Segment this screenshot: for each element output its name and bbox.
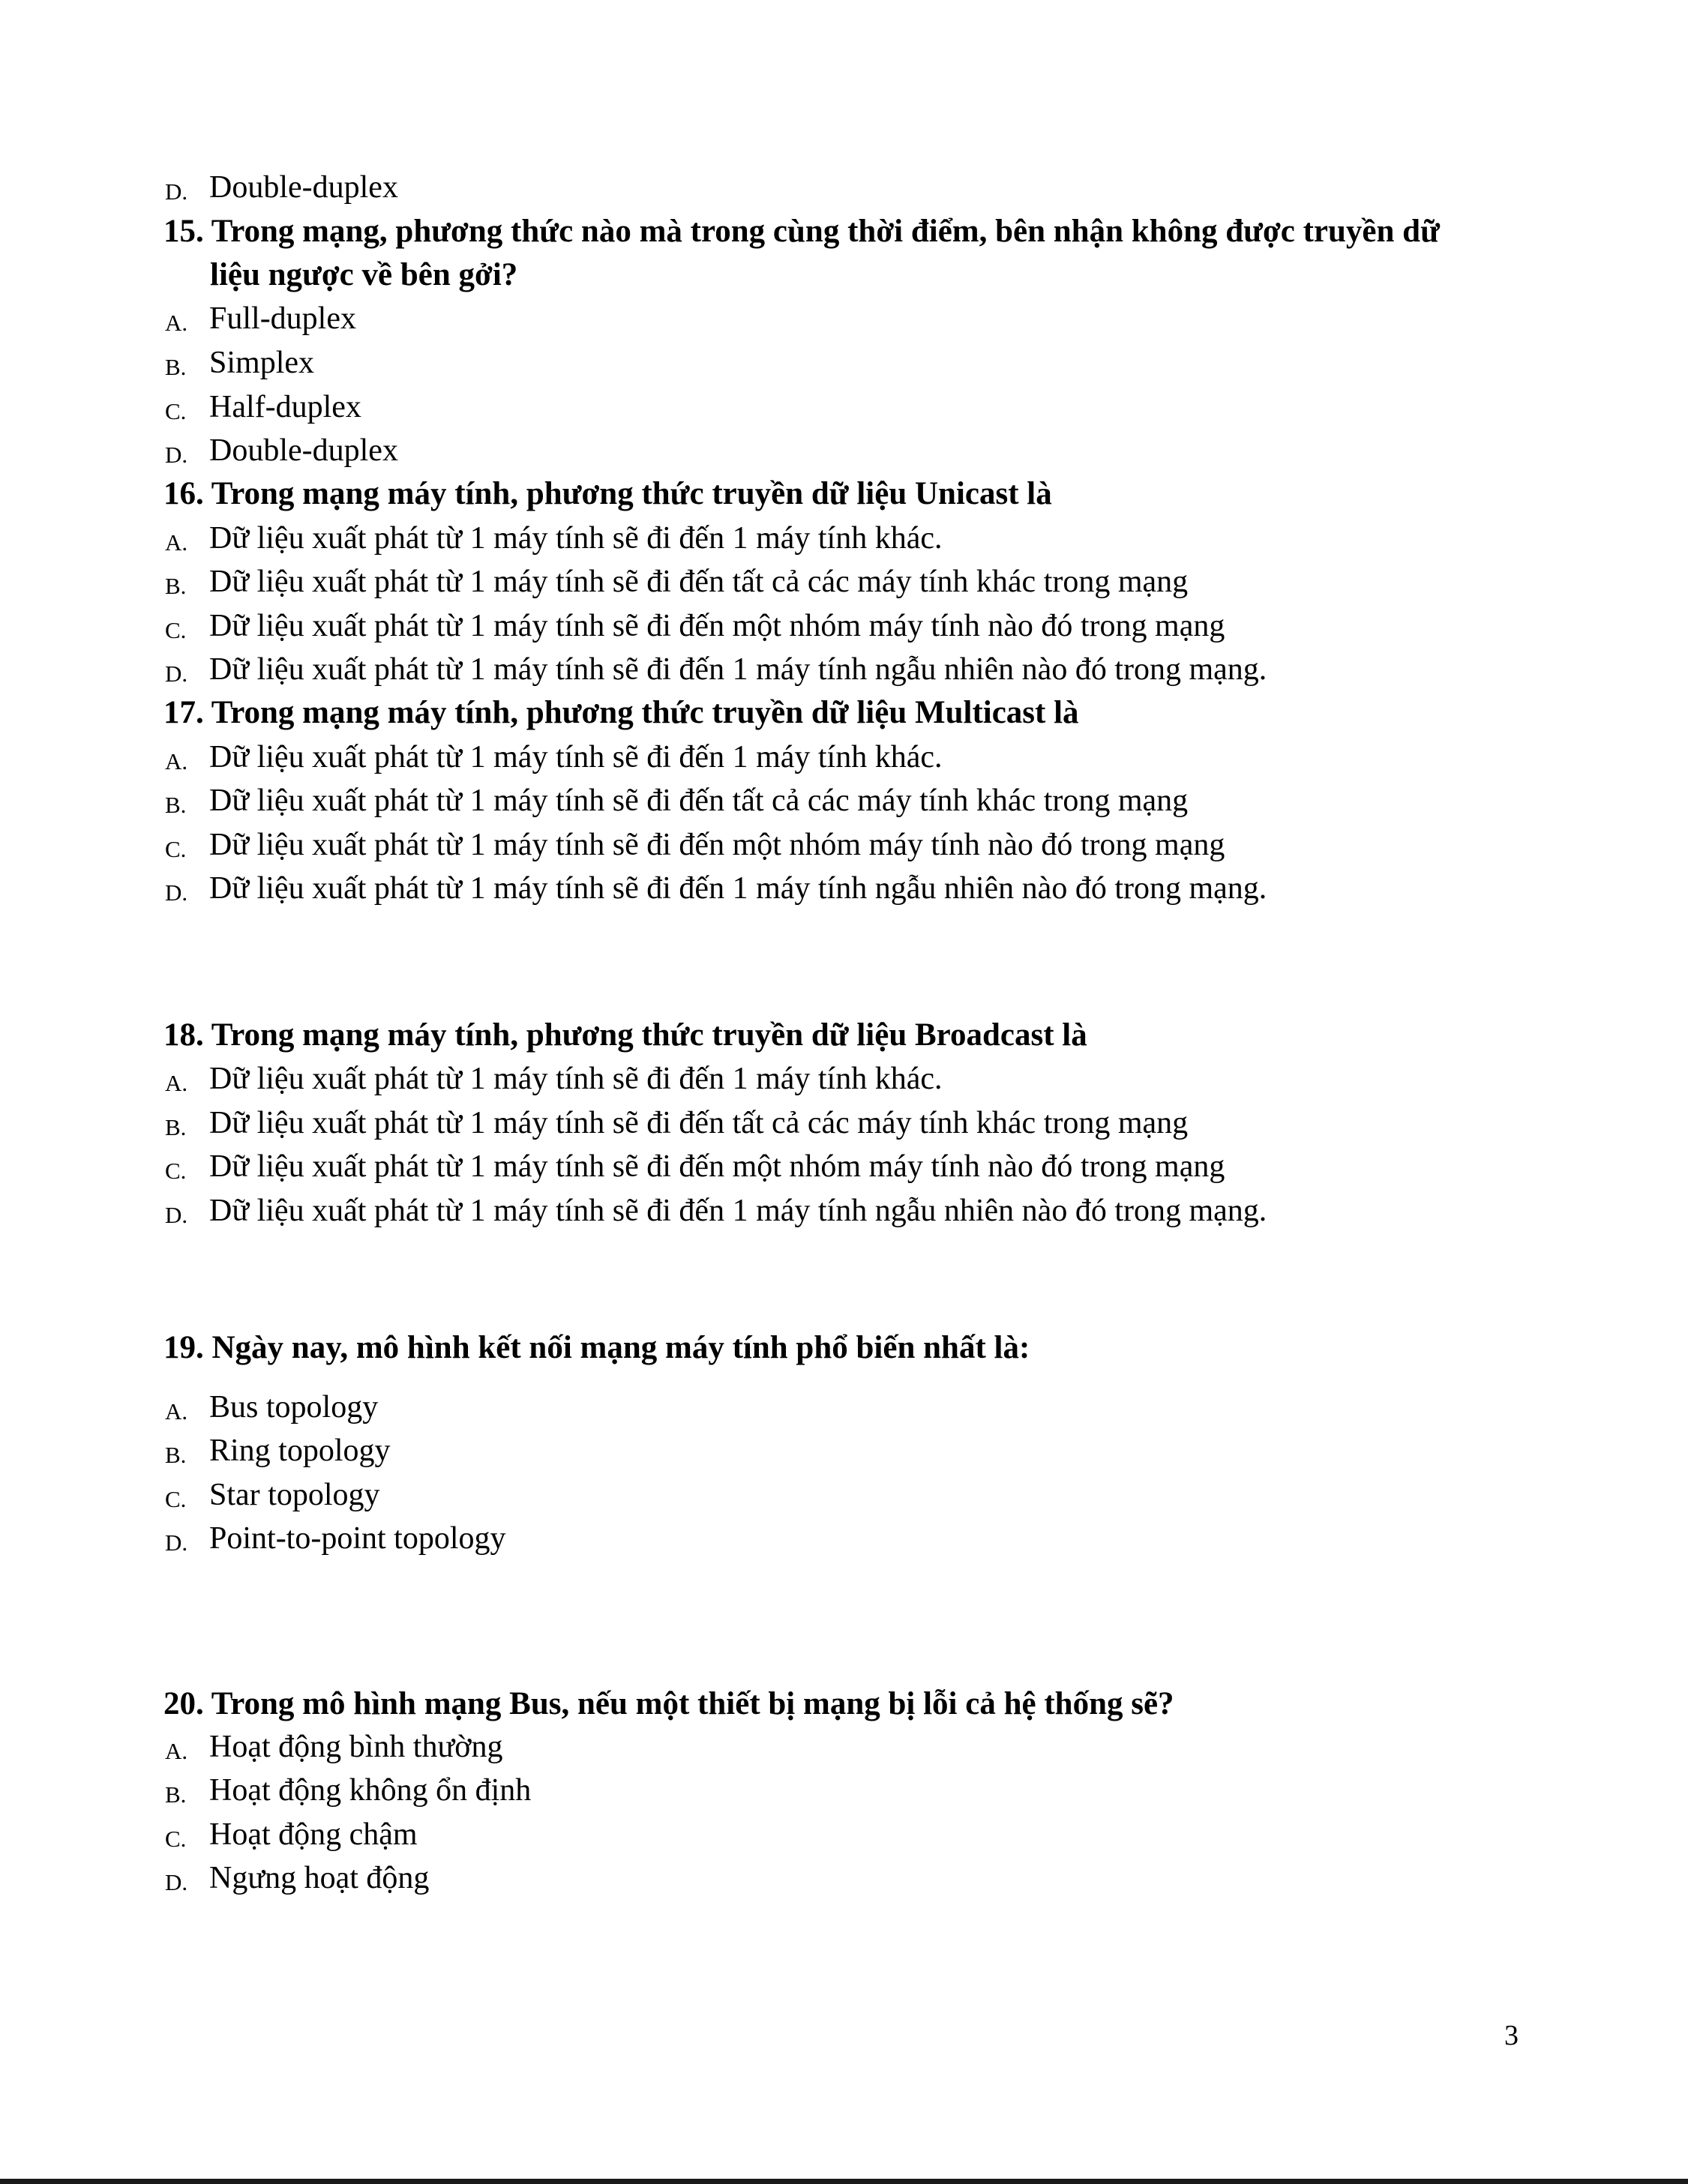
option-text: Full-duplex: [209, 301, 356, 336]
option-letter: D.: [165, 442, 188, 468]
option-text: Hoạt động chậm: [209, 1817, 418, 1852]
option-text: Half-duplex: [209, 390, 361, 424]
question-title: 19. Ngày nay, mô hình kết nối mạng máy tính phổ biến nhất là:: [163, 1330, 1030, 1365]
option-text: Dữ liệu xuất phát từ 1 máy tính sẽ đi đến 1 máy tính ngẫu nhiên nào đó trong mạng.: [209, 1194, 1267, 1228]
option-text: Dữ liệu xuất phát từ 1 máy tính sẽ đi đến tất cả các máy tính khác trong mạng: [209, 783, 1189, 818]
option-letter: A.: [165, 1070, 188, 1096]
page-number: 3: [1504, 2020, 1519, 2051]
option-letter: B.: [165, 573, 187, 599]
option-letter: B.: [165, 1442, 187, 1468]
option-text: Dữ liệu xuất phát từ 1 máy tính sẽ đi đến một nhóm máy tính nào đó trong mạng: [209, 609, 1225, 643]
option-text: Dữ liệu xuất phát từ 1 máy tính sẽ đi đến 1 máy tính khác.: [209, 521, 943, 556]
option-text: Dữ liệu xuất phát từ 1 máy tính sẽ đi đến 1 máy tính khác.: [209, 740, 943, 774]
option-text: Hoạt động bình thường: [209, 1730, 503, 1764]
option-letter: B.: [165, 1114, 187, 1140]
option-letter: C.: [165, 836, 187, 862]
option-letter: A.: [165, 1738, 188, 1764]
option-letter: A.: [165, 1398, 188, 1425]
question-title: 18. Trong mạng máy tính, phương thức truyền dữ liệu Broadcast là: [163, 1017, 1087, 1053]
option-letter: A.: [165, 310, 188, 336]
option-letter: D.: [165, 1869, 188, 1895]
option-text: Ngưng hoạt động: [209, 1861, 430, 1895]
option-text: Dữ liệu xuất phát từ 1 máy tính sẽ đi đến tất cả các máy tính khác trong mạng: [209, 565, 1189, 599]
option-text: Point-to-point topology: [209, 1521, 506, 1556]
option-letter: C.: [165, 1826, 187, 1852]
option-letter: D.: [165, 879, 188, 906]
option-text: Dữ liệu xuất phát từ 1 máy tính sẽ đi đến 1 máy tính khác.: [209, 1062, 943, 1096]
option-letter: C.: [165, 617, 187, 643]
page-bottom-edge: [0, 2179, 1688, 2184]
question-title: 20. Trong mô hình mạng Bus, nếu một thiết bị mạng bị lỗi cả hệ thống sẽ?: [163, 1686, 1174, 1721]
option-text: Bus topology: [209, 1390, 379, 1425]
option-letter: D.: [165, 1529, 188, 1556]
option-letter: A.: [165, 748, 188, 774]
question-title: 15. Trong mạng, phương thức nào mà trong cùng thời điểm, bên nhận không được truyền dữ: [163, 214, 1440, 249]
option-letter: D.: [165, 178, 188, 205]
option-text: Double-duplex: [209, 170, 398, 205]
option-text: Simplex: [209, 346, 315, 380]
option-letter: C.: [165, 1486, 187, 1512]
option-letter: D.: [165, 661, 188, 687]
option-letter: A.: [165, 529, 188, 556]
option-letter: B.: [165, 1781, 187, 1808]
option-text: Dữ liệu xuất phát từ 1 máy tính sẽ đi đến tất cả các máy tính khác trong mạng: [209, 1106, 1189, 1140]
option-text: Star topology: [209, 1478, 380, 1512]
question-title: 16. Trong mạng máy tính, phương thức truyền dữ liệu Unicast là: [163, 476, 1052, 511]
option-letter: B.: [165, 792, 187, 818]
option-text: Ring topology: [209, 1434, 391, 1468]
question-title-continuation: liệu ngược về bên gởi?: [210, 257, 518, 292]
option-text: Hoạt động không ổn định: [209, 1773, 532, 1808]
option-letter: D.: [165, 1202, 188, 1228]
option-text: Dữ liệu xuất phát từ 1 máy tính sẽ đi đến một nhóm máy tính nào đó trong mạng: [209, 1149, 1225, 1184]
option-letter: B.: [165, 354, 187, 380]
option-text: Double-duplex: [209, 433, 398, 468]
option-text: Dữ liệu xuất phát từ 1 máy tính sẽ đi đến 1 máy tính ngẫu nhiên nào đó trong mạng.: [209, 652, 1267, 687]
question-title: 17. Trong mạng máy tính, phương thức truyền dữ liệu Multicast là: [163, 695, 1079, 730]
option-letter: C.: [165, 1158, 187, 1184]
option-letter: C.: [165, 398, 187, 424]
option-text: Dữ liệu xuất phát từ 1 máy tính sẽ đi đến 1 máy tính ngẫu nhiên nào đó trong mạng.: [209, 871, 1267, 906]
option-text: Dữ liệu xuất phát từ 1 máy tính sẽ đi đến một nhóm máy tính nào đó trong mạng: [209, 828, 1225, 862]
